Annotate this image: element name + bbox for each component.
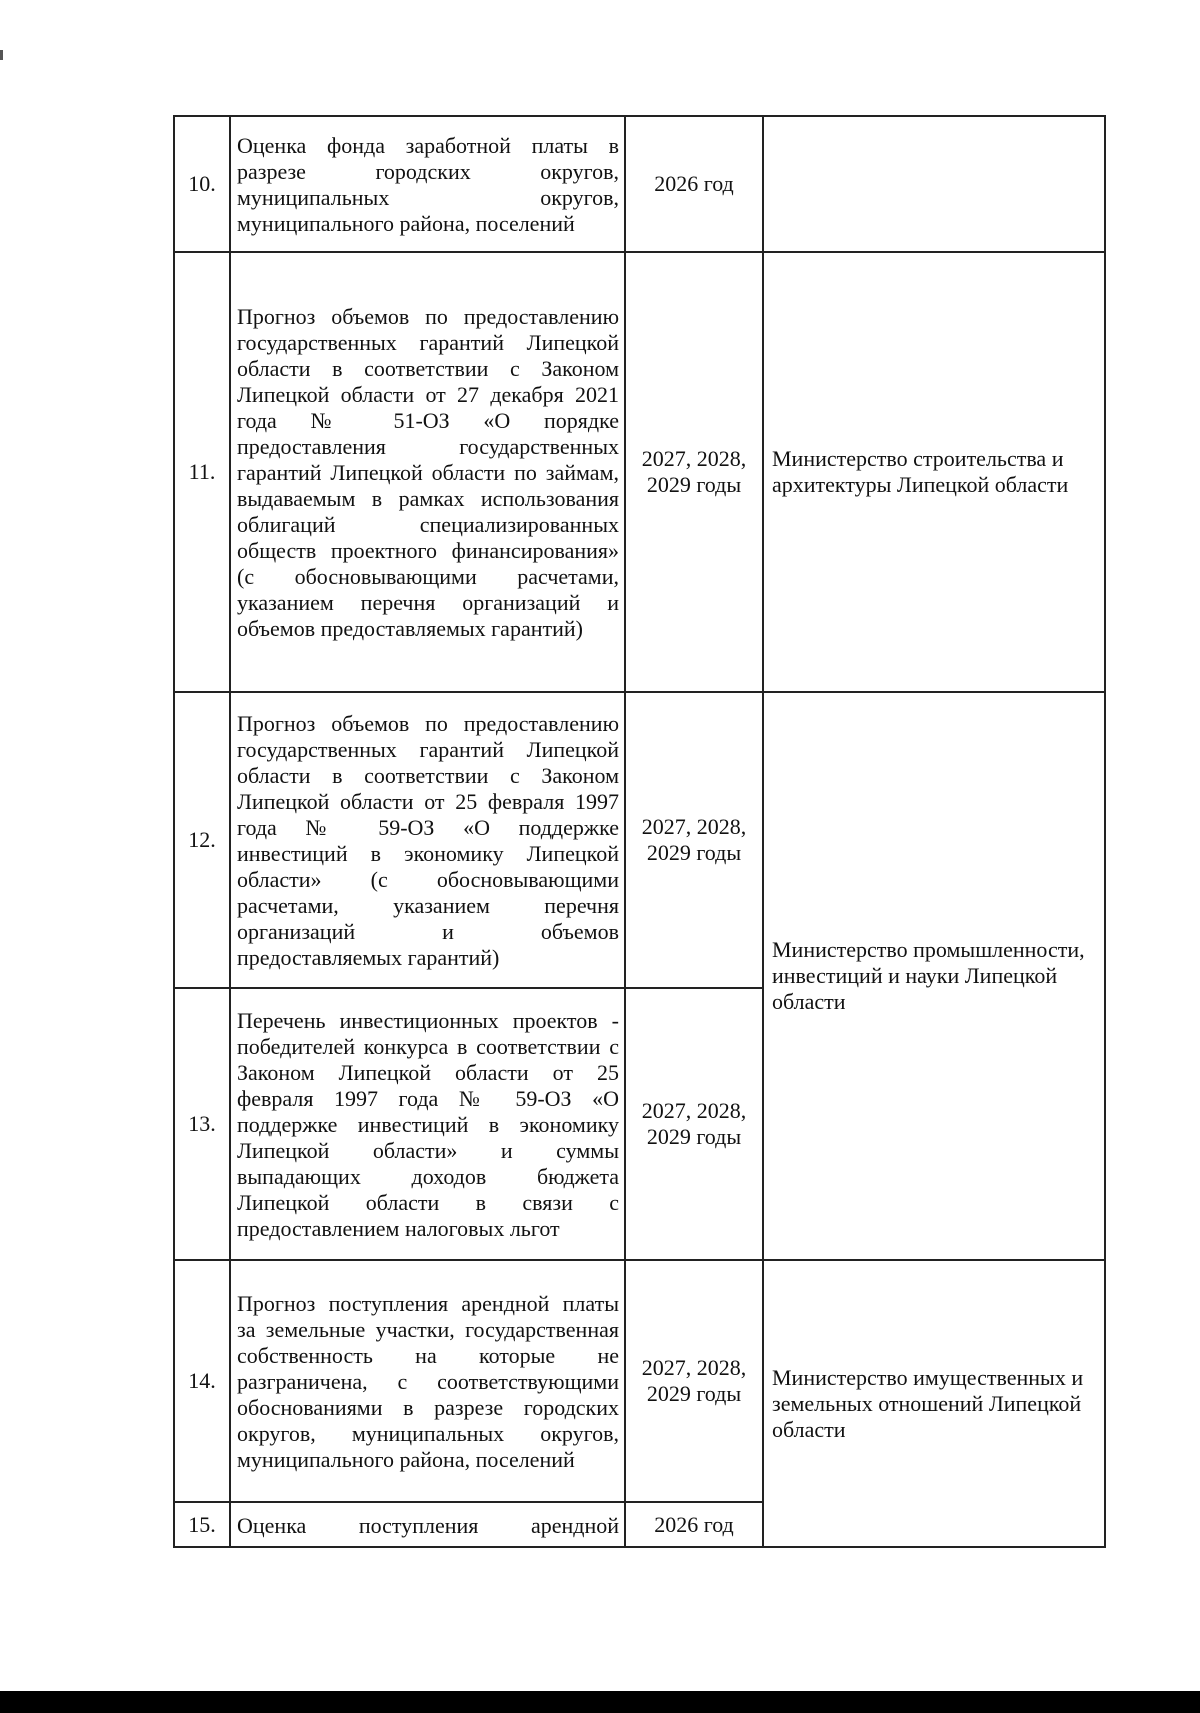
row-description: Перечень инвестиционных проектов - победителей конкурса в соответствии с Законом Липецкой области от 25 февраля 1997 года № 59-ОЗ «О поддержке инвестиций в экономику Липецкой области» и суммы выпадающих доходов бюджета Липецкой области в связи с предоставлением налоговых льгот (230, 988, 625, 1260)
row-number: 14. (174, 1260, 230, 1502)
row-period: 2027, 2028, 2029 годы (625, 988, 763, 1260)
row-number: 12. (174, 692, 230, 988)
row-number: 10. (174, 116, 230, 252)
row-description: Прогноз поступления арендной платы за земельные участки, государственная собственность на которые не разграничена, с соответствующими обоснованиями в разрезе городских округов, муниципальных округов, муниципального района, поселений (230, 1260, 625, 1502)
row-description: Оценка фонда заработной платы в разрезе городских округов, муниципальных округов, муниципального района, поселений (230, 116, 625, 252)
row-description: Прогноз объемов по предоставлению государственных гарантий Липецкой области в соответствии с Законом Липецкой области от 25 февраля 1997 года № 59-ОЗ «О поддержке инвестиций в экономику Липецкой области» (с обосновывающими расчетами, указанием перечня организаций и объемов предоставляемых гарантий) (230, 692, 625, 988)
scan-artifact (0, 50, 3, 60)
row-responsible: Министерство промышленности, инвестиций и науки Липецкой области (763, 692, 1105, 1260)
row-responsible: Министерство строительства и архитектуры Липецкой области (763, 252, 1105, 692)
row-number: 13. (174, 988, 230, 1260)
table-row (174, 692, 1105, 988)
row-period: 2026 год (625, 1502, 763, 1547)
row-period: 2027, 2028, 2029 годы (625, 252, 763, 692)
row-responsible (763, 116, 1105, 252)
table-row (174, 116, 1105, 252)
scan-bottom-edge (0, 1691, 1200, 1713)
row-period: 2027, 2028, 2029 годы (625, 692, 763, 988)
row-description: Оценка поступления арендной (230, 1502, 625, 1547)
row-responsible: Министерство имущественных и земельных отношений Липецкой области (763, 1260, 1105, 1547)
row-description: Прогноз объемов по предоставлению государственных гарантий Липецкой области в соответствии с Законом Липецкой области от 27 декабря 2021 года № 51-ОЗ «О порядке предоставления государственных гарантий Липецкой области по займам, выдаваемым в рамках использования облигаций специализированных обществ проектного финансирования» (с обосновывающими расчетами, указанием перечня организаций и объемов предоставляемых гарантий) (230, 252, 625, 692)
table-row (174, 1260, 1105, 1502)
row-period: 2026 год (625, 116, 763, 252)
table-row (174, 252, 1105, 692)
document-table (173, 115, 1106, 1548)
row-period: 2027, 2028, 2029 годы (625, 1260, 763, 1502)
row-number: 15. (174, 1502, 230, 1547)
row-number: 11. (174, 252, 230, 692)
